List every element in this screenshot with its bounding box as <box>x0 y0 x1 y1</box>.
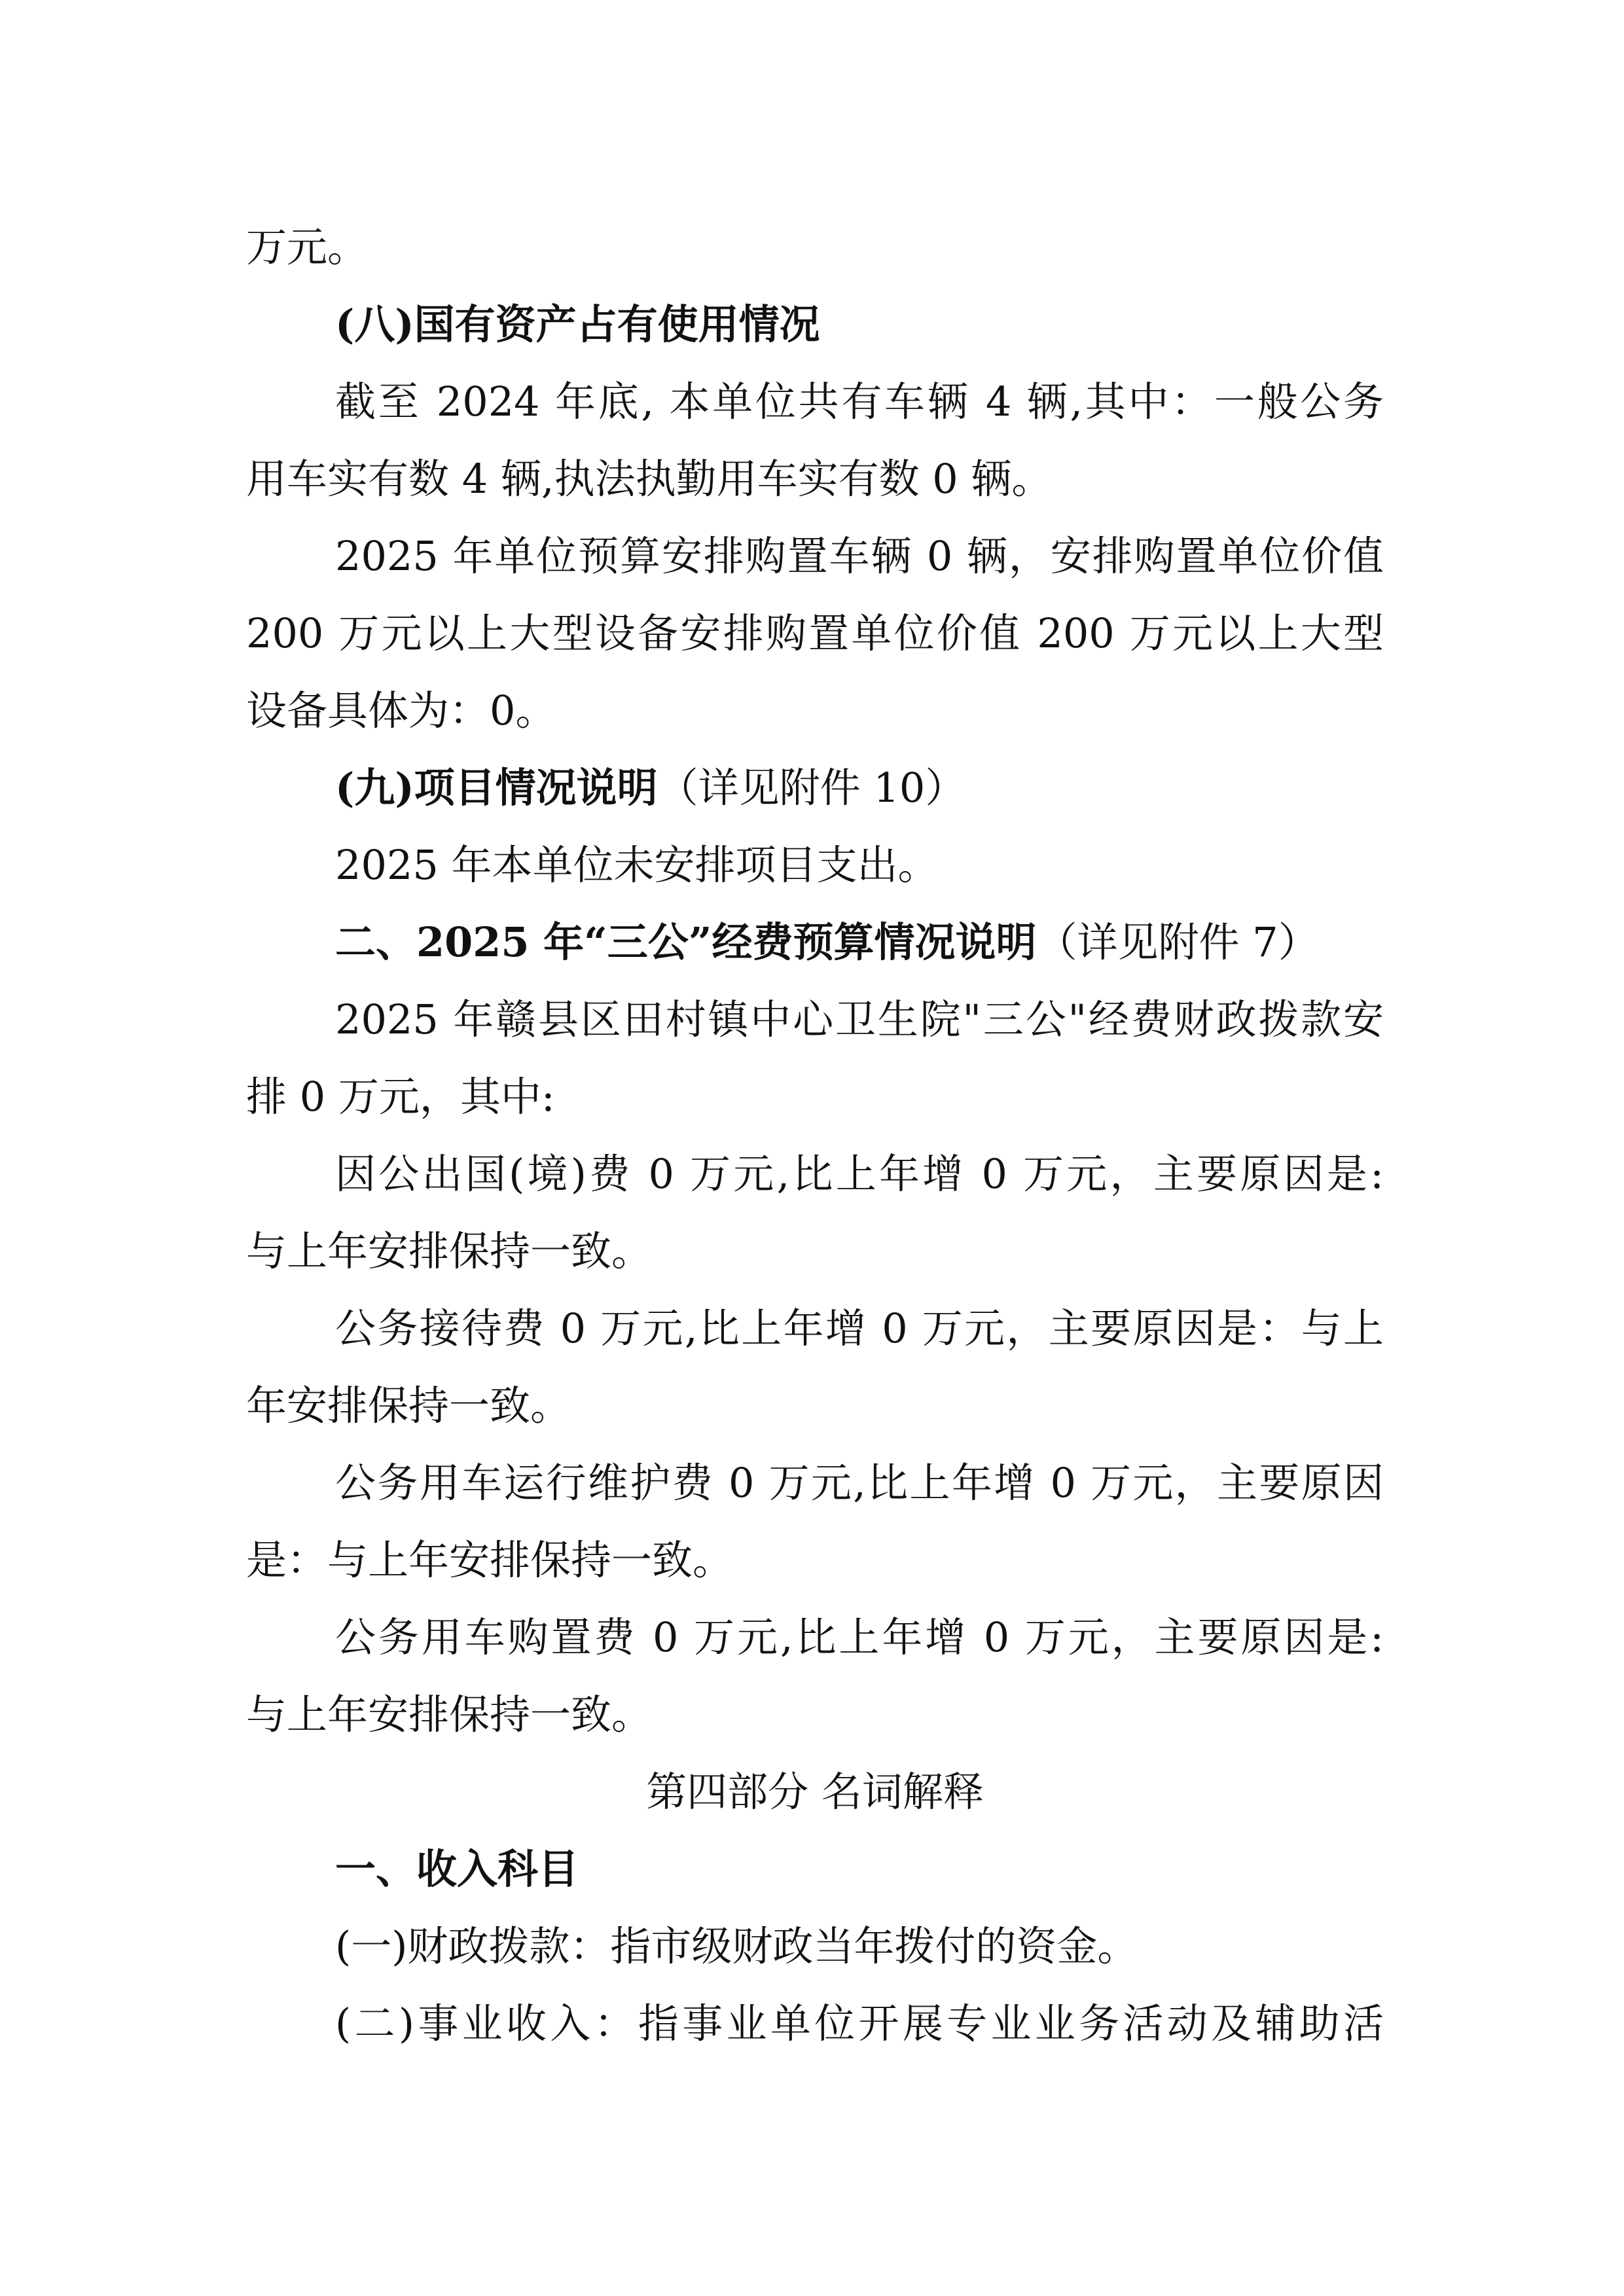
paragraph-line: 排 0 万元，其中: <box>246 1073 555 1121</box>
paragraph-line: 用车实有数 4 辆,执法执勤用车实有数 0 辆。 <box>246 455 1053 503</box>
paragraph-line: (一)财政拨款：指市级财政当年拨付的资金。 <box>335 1922 1138 1970</box>
paragraph-line: 与上年安排保持一致。 <box>246 1691 653 1738</box>
section-heading-8: (八)国有资产占有使用情况 <box>335 300 820 348</box>
paragraph-line: 200 万元以上大型设备安排购置单位价值 200 万元以上大型 <box>246 609 1384 657</box>
paragraph-line: 年安排保持一致。 <box>246 1382 571 1429</box>
paragraph-line: 公务用车运行维护费 0 万元,比上年增 0 万元，主要原因 <box>335 1459 1384 1507</box>
paragraph-line: 2025 年赣县区田村镇中心卫生院"三公"经费财政拨款安 <box>335 996 1384 1043</box>
paragraph-line: 截至 2024 年底, 本单位共有车辆 4 辆,其中：一般公务 <box>335 378 1384 425</box>
paragraph-line: 公务用车购置费 0 万元,比上年增 0 万元，主要原因是: <box>335 1613 1384 1661</box>
paragraph-line: 因公出国(境)费 0 万元,比上年增 0 万元，主要原因是: <box>335 1150 1384 1198</box>
paragraph-line: 万元。 <box>246 223 369 271</box>
paragraph-line: 是：与上年安排保持一致。 <box>246 1536 734 1584</box>
section-heading-income: 一、收入科目 <box>335 1845 579 1893</box>
section-heading-9: (九)项目情况说明（详见附件 10） <box>335 764 966 812</box>
paragraph-line: 设备具体为：0。 <box>246 687 556 734</box>
section-heading-2: 二、2025 年“三公”经费预算情况说明（详见附件 7） <box>335 918 1319 966</box>
paragraph-line: 与上年安排保持一致。 <box>246 1227 653 1275</box>
paragraph-line: 2025 年本单位未安排项目支出。 <box>335 841 939 889</box>
part-title: 第四部分 名词解释 <box>646 1768 984 1816</box>
paragraph-line: 公务接待费 0 万元,比上年增 0 万元，主要原因是：与上 <box>335 1304 1384 1352</box>
paragraph-line: 2025 年单位预算安排购置车辆 0 辆，安排购置单位价值 <box>335 532 1384 580</box>
paragraph-line: (二)事业收入：指事业单位开展专业业务活动及辅助活 <box>335 2000 1384 2047</box>
